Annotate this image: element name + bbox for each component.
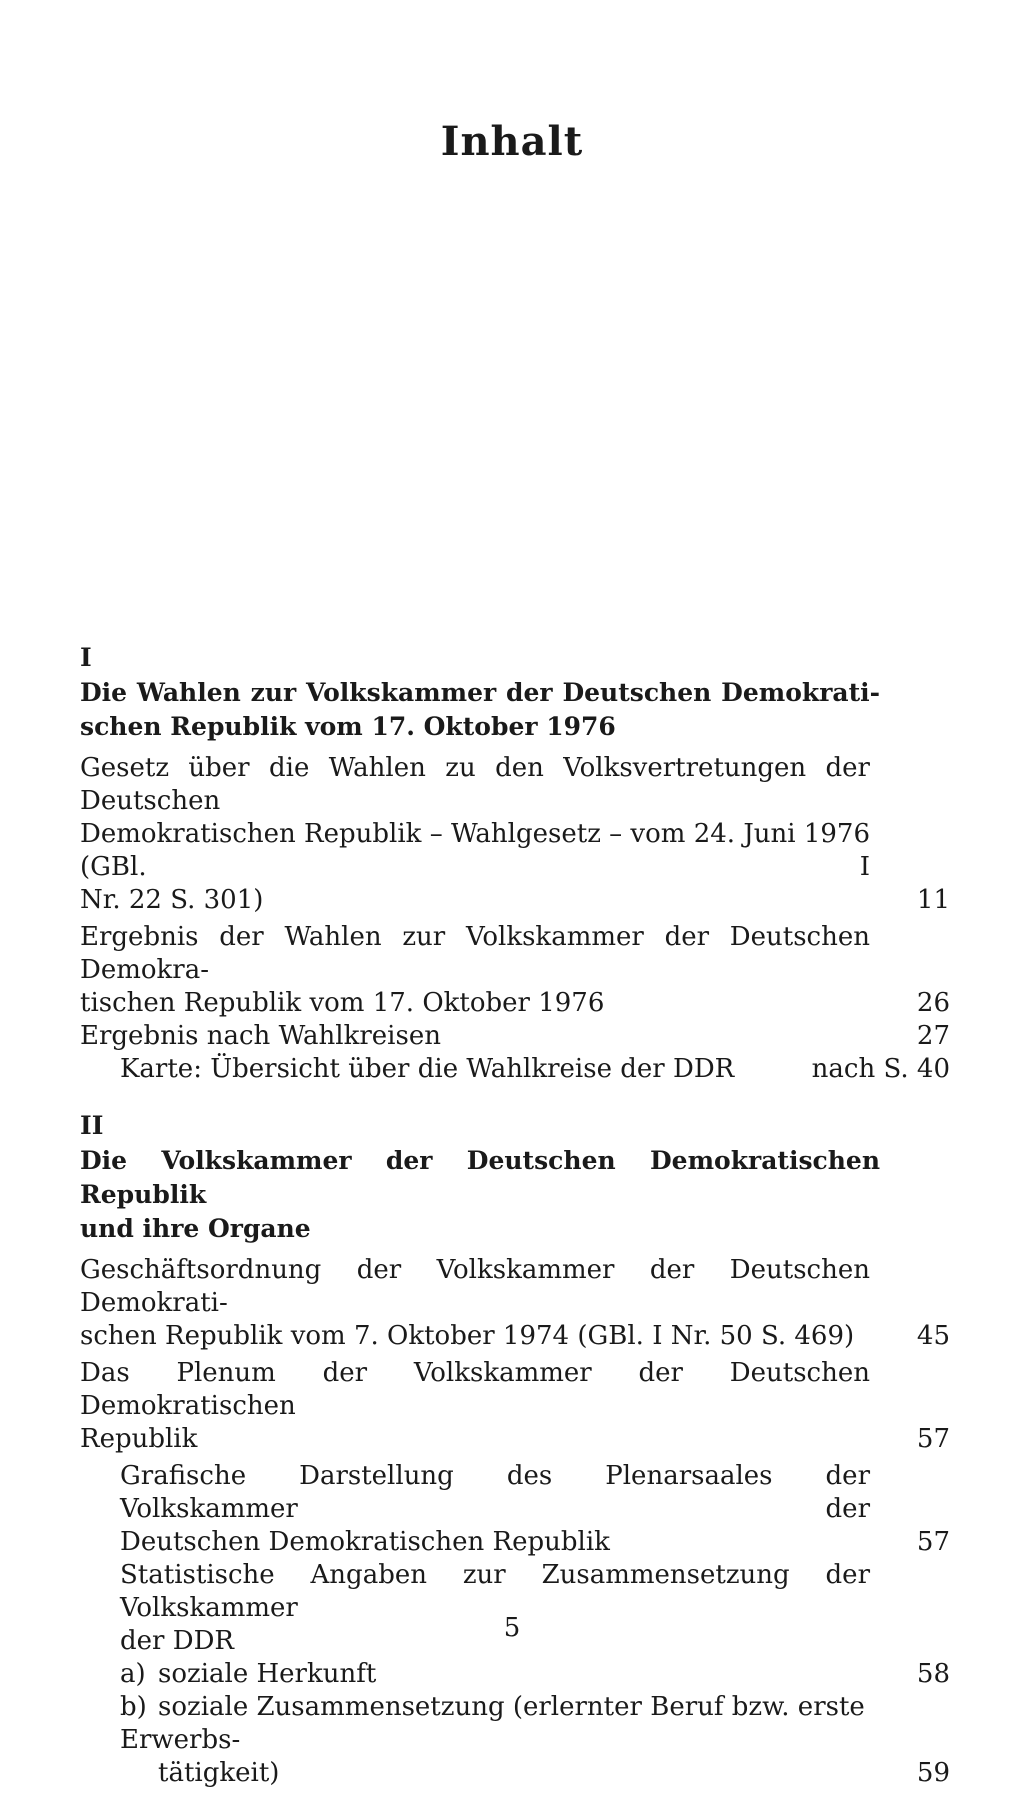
toc-entry-line: Demokratischen Republik – Wahlgesetz – vom 24. Juni 1976 (GBl. I — [80, 819, 870, 882]
toc-page-number: 26 — [916, 988, 950, 1018]
toc-entry[interactable] — [80, 1357, 950, 1456]
section-heading — [80, 676, 880, 744]
toc-page-number: 27 — [916, 1021, 950, 1051]
section-heading-line: und ihre Organe — [80, 1214, 311, 1243]
toc-entry[interactable] — [80, 1053, 950, 1086]
toc-entry[interactable] — [80, 1559, 950, 1658]
toc-page-number: 59 — [916, 1758, 950, 1788]
toc-entry-line: Republik — [80, 1424, 198, 1454]
toc-page-number: 57 — [916, 1527, 950, 1557]
toc-entry-line: Ergebnis nach Wahlkreisen — [80, 1021, 441, 1051]
toc-entry[interactable] — [80, 1020, 950, 1053]
page-number: 5 — [503, 1613, 521, 1643]
toc-page-number: nach S. 40 — [811, 1054, 950, 1084]
toc-entry-line: Ergebnis der Wahlen zur Volkskammer der Deutschen Demokra- — [80, 922, 870, 985]
toc-page-number: 57 — [916, 1424, 950, 1454]
toc-entry-line: Nr. 22 S. 301) — [80, 885, 264, 915]
toc-section-2 — [80, 1108, 950, 1790]
toc-entry[interactable] — [80, 921, 950, 1020]
toc-page-number: 45 — [916, 1321, 950, 1351]
toc-entry-line: Statistische Angaben zur Zusammensetzung der Volkskammer — [120, 1560, 870, 1623]
section-heading-line: schen Republik vom 17. Oktober 1976 — [80, 712, 616, 741]
section-numeral: I — [80, 643, 92, 672]
toc-page-number: 58 — [916, 1659, 950, 1689]
toc-entry-line: soziale Zusammensetzung (erlernter Beruf bzw. erste Erwerbs- — [120, 1692, 865, 1755]
toc-entry[interactable] — [80, 752, 950, 917]
toc-section-1 — [80, 640, 950, 1086]
toc-entry-line: Deutschen Demokratischen Republik — [120, 1527, 610, 1557]
toc-page-number: 11 — [916, 885, 950, 915]
toc-entry-line: Gesetz über die Wahlen zu den Volksvertretungen der Deutschen — [80, 753, 870, 816]
list-marker: a) — [120, 1659, 146, 1689]
toc-entry-line: Das Plenum der Volkskammer der Deutschen Demokratischen — [80, 1358, 870, 1421]
toc-entry-line: der DDR — [120, 1626, 234, 1656]
toc-entry-line: schen Republik vom 7. Oktober 1974 (GBl. I Nr. 50 S. 469) — [80, 1321, 855, 1351]
toc-entry[interactable] — [80, 1460, 950, 1559]
section-heading-line: Die Volkskammer der Deutschen Demokratischen Republik — [80, 1146, 880, 1209]
toc-entry-line: Karte: Übersicht über die Wahlkreise der DDR — [120, 1054, 735, 1084]
toc-sub-entry[interactable] — [80, 1691, 950, 1790]
section-heading — [80, 1144, 880, 1246]
section-heading-line: Die Wahlen zur Volkskammer der Deutschen Demokrati- — [80, 678, 880, 707]
toc-entry-line: tätigkeit) — [158, 1758, 280, 1788]
toc-entry-line: Grafische Darstellung des Plenarsaales der Volkskammer der — [120, 1461, 870, 1524]
toc-sub-entry[interactable] — [80, 1658, 950, 1691]
list-marker: b) — [120, 1692, 147, 1722]
section-numeral: II — [80, 1111, 104, 1140]
toc-entry-line: soziale Herkunft — [158, 1659, 377, 1689]
toc-entry[interactable] — [80, 1254, 950, 1353]
page-title: Inhalt — [440, 118, 584, 165]
toc-entry-line: tischen Republik vom 17. Oktober 1976 — [80, 988, 605, 1018]
toc-entry-line: Geschäftsordnung der Volkskammer der Deutschen Demokrati- — [80, 1255, 870, 1318]
